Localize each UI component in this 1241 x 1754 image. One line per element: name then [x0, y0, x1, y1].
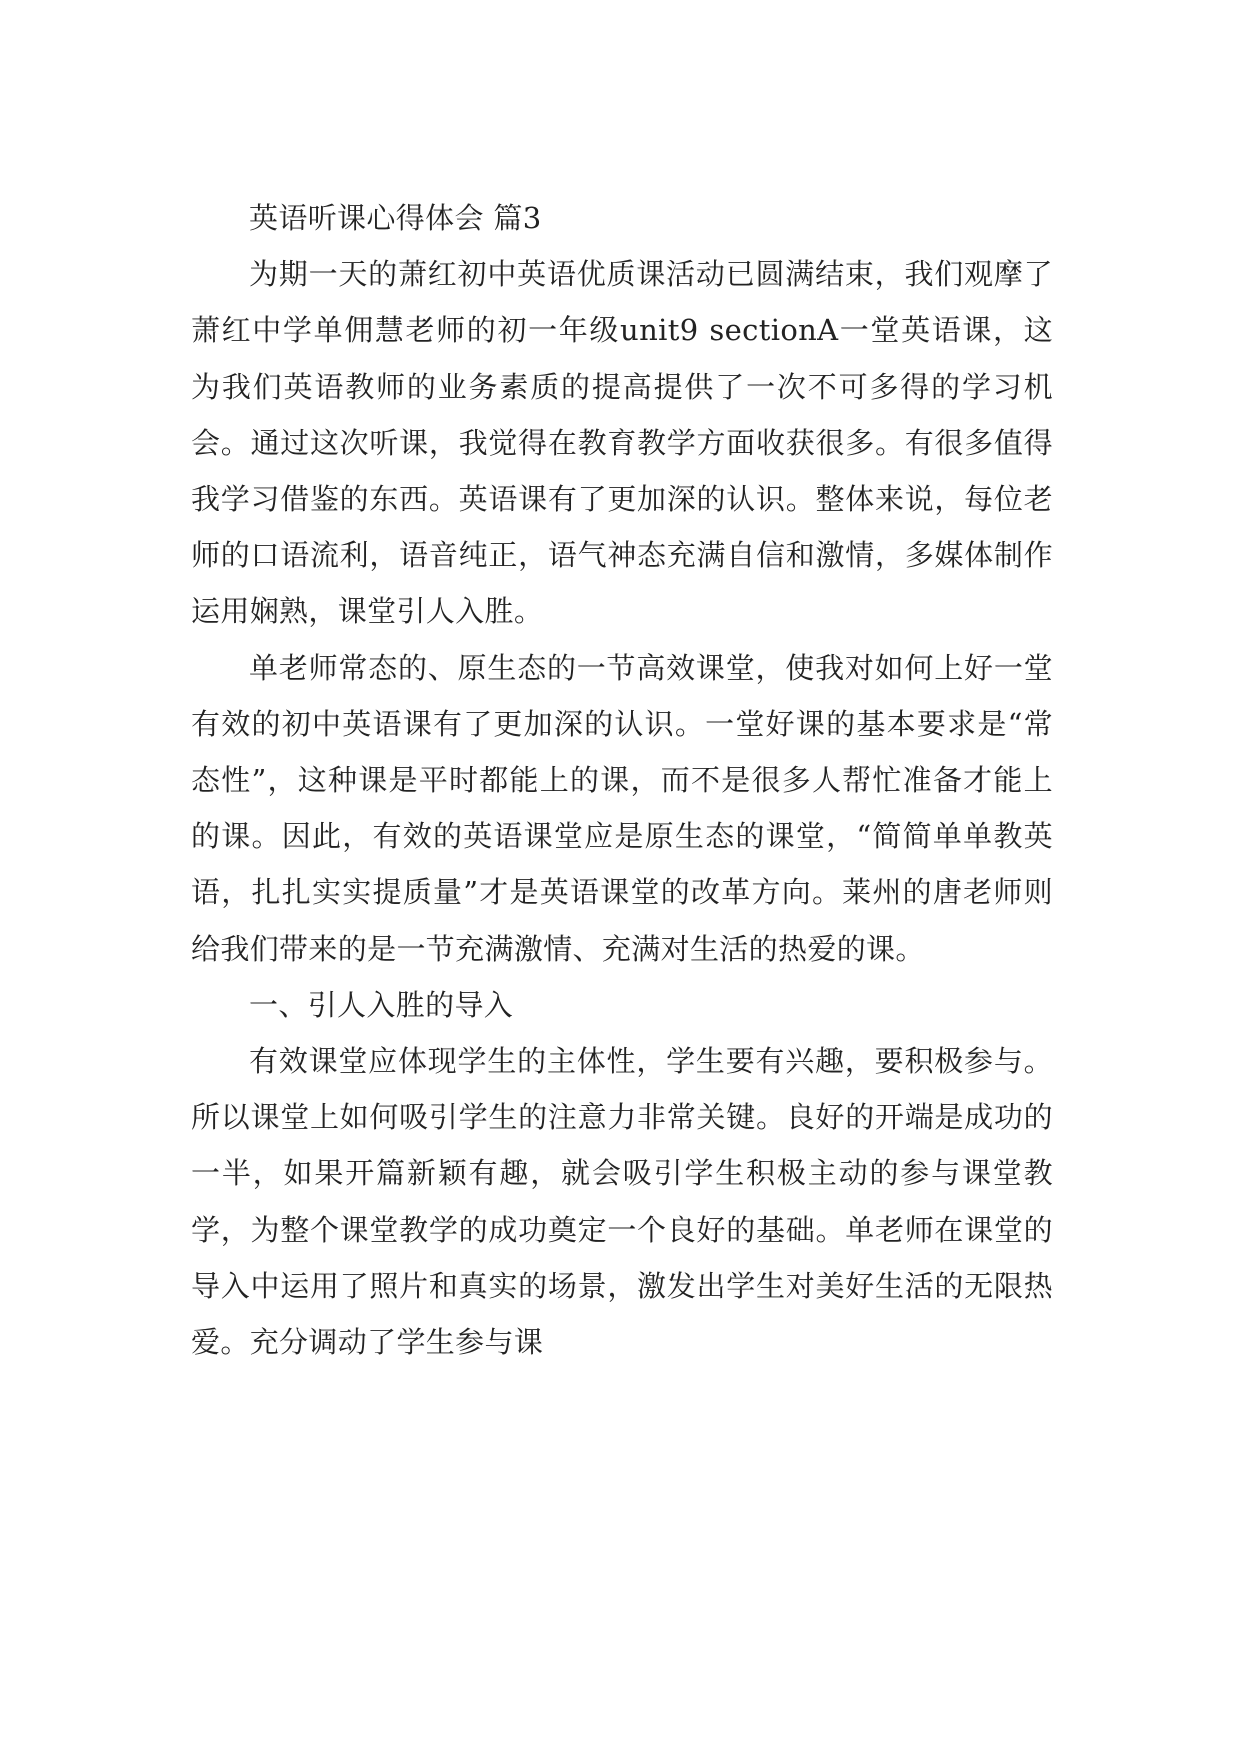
- section-heading: 一、引人入胜的导入: [249, 987, 514, 1022]
- document-title: 英语听课心得体会 篇3: [249, 201, 542, 235]
- body-paragraph-1: 为期一天的萧红初中英语优质课活动已圆满结束，我们观摩了萧红中学单佣慧老师的初一年级unit9 sectionA一堂英语课，这为我们英语教师的业务素质的提高提供了一次不可多得的学习机会。通过这次听课，我觉得在教育教学方面收获很多。有很多值得我学习借鉴的东西。英语课有了更加深的认识。整体来说，每位老师的口语流利，语音纯正，语气神态充满自信和激情，多媒体制作运用娴熟，课堂引人入胜。: [191, 257, 1053, 629]
- document-body: [191, 190, 1053, 1370]
- body-paragraph-2: 单老师常态的、原生态的一节高效课堂，使我对如何上好一堂有效的初中英语课有了更加深的认识。一堂好课的基本要求是“常态性”，这种课是平时都能上的课，而不是很多人帮忙准备才能上的课。因此，有效的英语课堂应是原生态的课堂，“简简单单教英语，扎扎实实提质量”才是英语课堂的改革方向。莱州的唐老师则给我们带来的是一节充满激情、充满对生活的热爱的课。: [191, 650, 1053, 966]
- section-paragraph: 有效课堂应体现学生的主体性，学生要有兴趣，要积极参与。所以课堂上如何吸引学生的注意力非常关键。良好的开端是成功的一半，如果开篇新颖有趣，就会吸引学生积极主动的参与课堂教学，为整个课堂教学的成功奠定一个良好的基础。单老师在课堂的导入中运用了照片和真实的场景，激发出学生对美好生活的无限热爱。充分调动了学生参与课: [191, 1044, 1053, 1360]
